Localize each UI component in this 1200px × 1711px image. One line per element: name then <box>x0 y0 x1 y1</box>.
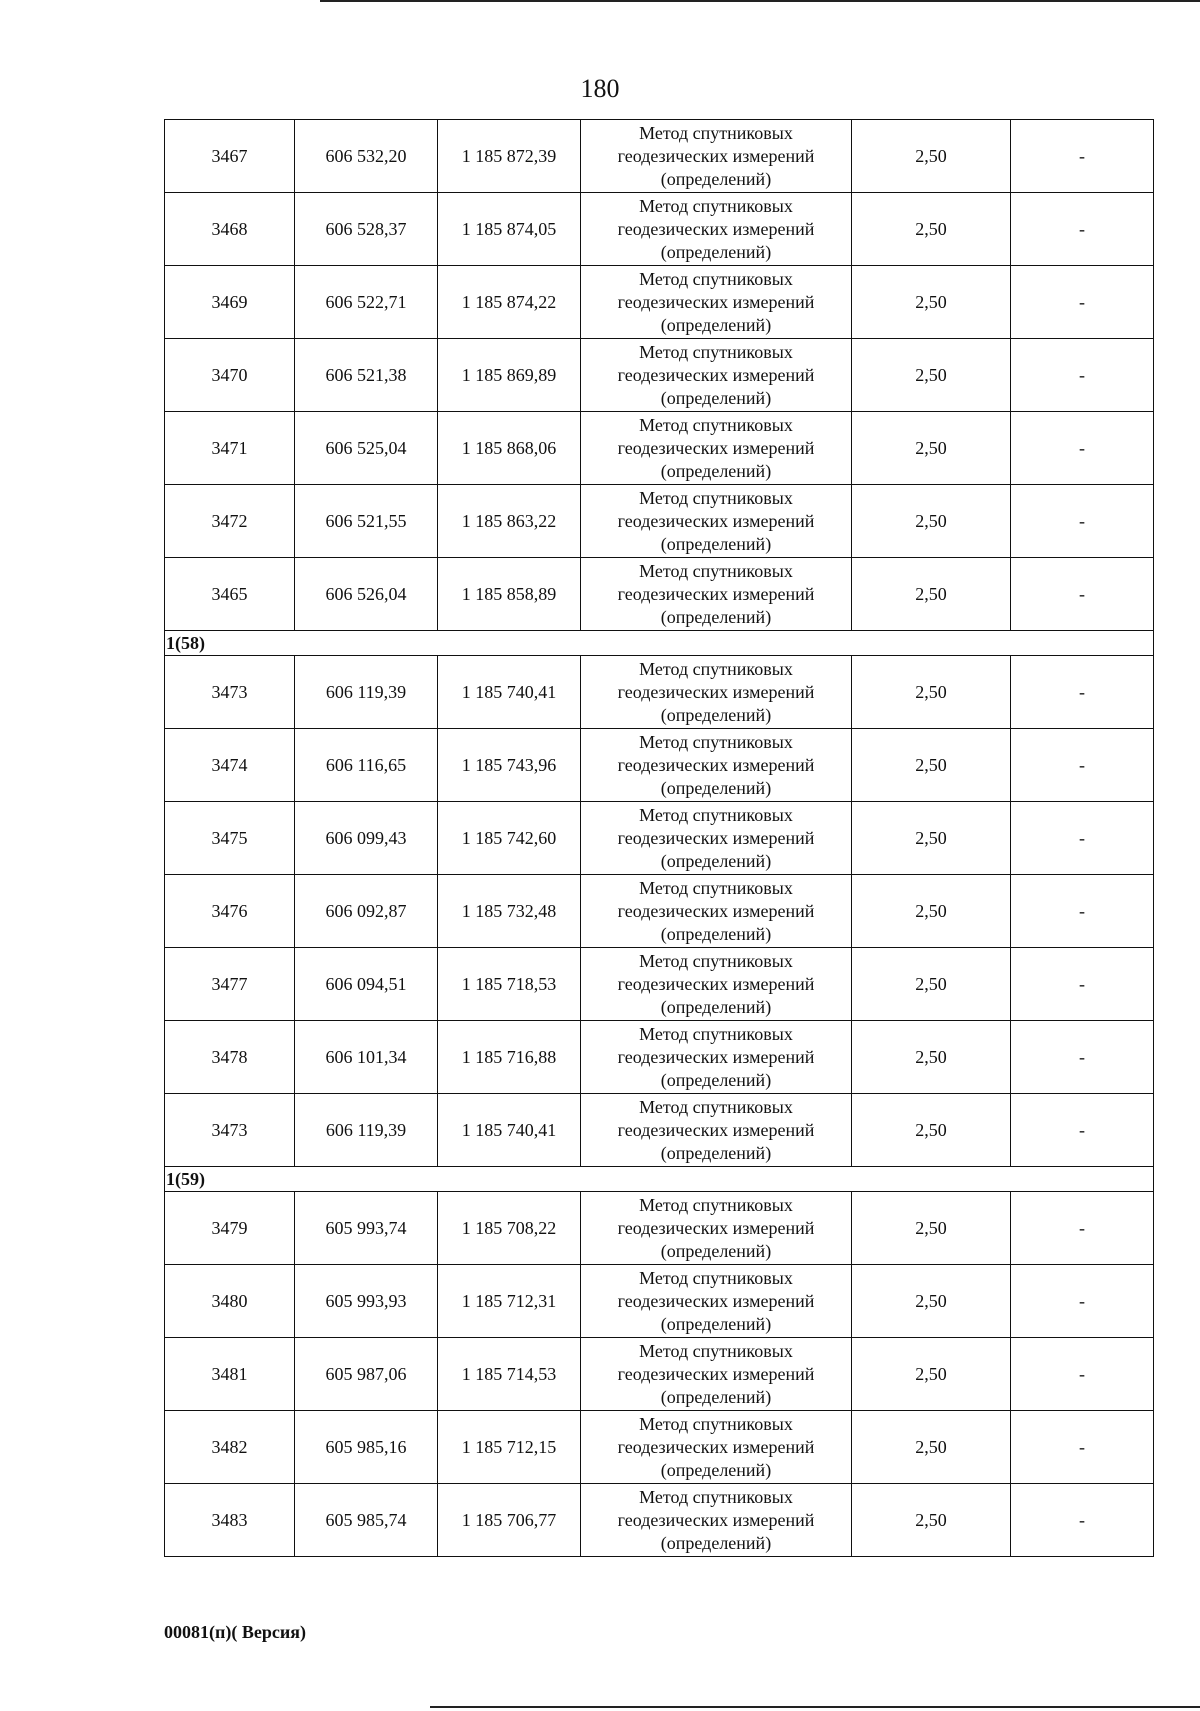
accuracy-cell: 2,50 <box>852 1484 1011 1557</box>
method-cell <box>581 729 852 802</box>
point-id-cell: 3478 <box>165 1021 295 1094</box>
accuracy-cell: 2,50 <box>852 485 1011 558</box>
y-coordinate-cell: 1 185 716,88 <box>438 1021 581 1094</box>
method-line: (определений) <box>660 1459 772 1480</box>
method-line: (определений) <box>660 387 772 408</box>
method-line: геодезических измерений <box>617 1509 815 1530</box>
method-cell <box>581 875 852 948</box>
point-id-cell: 3476 <box>165 875 295 948</box>
note-cell: - <box>1011 1338 1154 1411</box>
table-row <box>165 1094 1154 1167</box>
method-line: Метод спутниковых <box>639 877 793 898</box>
y-coordinate-cell: 1 185 858,89 <box>438 558 581 631</box>
point-id-cell: 3481 <box>165 1338 295 1411</box>
x-coordinate-cell: 606 528,37 <box>295 193 438 266</box>
method-line: Метод спутниковых <box>639 414 793 435</box>
note-cell: - <box>1011 412 1154 485</box>
accuracy-cell: 2,50 <box>852 948 1011 1021</box>
method-line: геодезических измерений <box>617 973 815 994</box>
point-id-cell: 3468 <box>165 193 295 266</box>
method-line: геодезических измерений <box>617 291 815 312</box>
accuracy-cell: 2,50 <box>852 339 1011 412</box>
accuracy-cell: 2,50 <box>852 1338 1011 1411</box>
method-line: геодезических измерений <box>617 754 815 775</box>
table-row <box>165 656 1154 729</box>
method-line: (определений) <box>660 850 772 871</box>
method-line: геодезических измерений <box>617 1217 815 1238</box>
x-coordinate-cell: 605 987,06 <box>295 1338 438 1411</box>
method-line: Метод спутниковых <box>639 658 793 679</box>
table-row <box>165 558 1154 631</box>
table-row <box>165 729 1154 802</box>
method-line: Метод спутниковых <box>639 1096 793 1117</box>
point-id-cell: 3474 <box>165 729 295 802</box>
point-id-cell: 3479 <box>165 1192 295 1265</box>
method-line: (определений) <box>660 460 772 481</box>
y-coordinate-cell: 1 185 714,53 <box>438 1338 581 1411</box>
method-line: геодезических измерений <box>617 1363 815 1384</box>
method-line: (определений) <box>660 1069 772 1090</box>
y-coordinate-cell: 1 185 732,48 <box>438 875 581 948</box>
method-line: (определений) <box>660 1142 772 1163</box>
method-line: геодезических измерений <box>617 437 815 458</box>
accuracy-cell: 2,50 <box>852 1021 1011 1094</box>
method-cell <box>581 1265 852 1338</box>
note-cell: - <box>1011 1265 1154 1338</box>
footer-version: 00081(п)( Версия) <box>164 1622 306 1642</box>
x-coordinate-cell: 606 094,51 <box>295 948 438 1021</box>
accuracy-cell: 2,50 <box>852 266 1011 339</box>
method-cell <box>581 266 852 339</box>
y-coordinate-cell: 1 185 740,41 <box>438 656 581 729</box>
accuracy-cell: 2,50 <box>852 1411 1011 1484</box>
note-cell: - <box>1011 948 1154 1021</box>
y-coordinate-cell: 1 185 740,41 <box>438 1094 581 1167</box>
table-row <box>165 1192 1154 1265</box>
x-coordinate-cell: 605 993,74 <box>295 1192 438 1265</box>
group-label: 1(58) <box>165 631 1154 656</box>
table-row <box>165 485 1154 558</box>
point-id-cell: 3483 <box>165 1484 295 1557</box>
method-line: (определений) <box>660 777 772 798</box>
method-line: (определений) <box>660 1386 772 1407</box>
method-line: Метод спутниковых <box>639 268 793 289</box>
method-line: геодезических измерений <box>617 1119 815 1140</box>
note-cell: - <box>1011 120 1154 193</box>
note-cell: - <box>1011 1094 1154 1167</box>
method-cell <box>581 412 852 485</box>
method-cell <box>581 802 852 875</box>
scan-edge-top <box>320 0 1200 2</box>
method-line: Метод спутниковых <box>639 731 793 752</box>
note-cell: - <box>1011 339 1154 412</box>
method-cell <box>581 485 852 558</box>
note-cell: - <box>1011 802 1154 875</box>
method-line: (определений) <box>660 1532 772 1553</box>
x-coordinate-cell: 606 526,04 <box>295 558 438 631</box>
method-cell <box>581 1021 852 1094</box>
y-coordinate-cell: 1 185 743,96 <box>438 729 581 802</box>
method-cell <box>581 120 852 193</box>
method-line: Метод спутниковых <box>639 487 793 508</box>
table-row <box>165 948 1154 1021</box>
table-body <box>165 120 1154 1557</box>
accuracy-cell: 2,50 <box>852 558 1011 631</box>
method-cell <box>581 193 852 266</box>
table-row <box>165 266 1154 339</box>
point-id-cell: 3475 <box>165 802 295 875</box>
x-coordinate-cell: 606 119,39 <box>295 1094 438 1167</box>
method-line: Метод спутниковых <box>639 560 793 581</box>
table-row <box>165 1411 1154 1484</box>
x-coordinate-cell: 606 521,55 <box>295 485 438 558</box>
accuracy-cell: 2,50 <box>852 120 1011 193</box>
scan-edge-bottom <box>430 1706 1200 1708</box>
method-cell <box>581 1484 852 1557</box>
table-row <box>165 339 1154 412</box>
point-id-cell: 3471 <box>165 412 295 485</box>
method-line: (определений) <box>660 533 772 554</box>
table-row <box>165 875 1154 948</box>
note-cell: - <box>1011 1021 1154 1094</box>
x-coordinate-cell: 606 099,43 <box>295 802 438 875</box>
method-line: (определений) <box>660 1313 772 1334</box>
point-id-cell: 3470 <box>165 339 295 412</box>
method-line: геодезических измерений <box>617 364 815 385</box>
method-cell <box>581 339 852 412</box>
point-id-cell: 3473 <box>165 656 295 729</box>
group-header-row <box>165 1167 1154 1192</box>
method-line: геодезических измерений <box>617 583 815 604</box>
point-id-cell: 3477 <box>165 948 295 1021</box>
y-coordinate-cell: 1 185 863,22 <box>438 485 581 558</box>
method-line: (определений) <box>660 996 772 1017</box>
method-line: Метод спутниковых <box>639 1486 793 1507</box>
method-cell <box>581 558 852 631</box>
method-line: Метод спутниковых <box>639 804 793 825</box>
method-line: Метод спутниковых <box>639 1413 793 1434</box>
method-cell <box>581 1192 852 1265</box>
point-id-cell: 3482 <box>165 1411 295 1484</box>
method-line: (определений) <box>660 241 772 262</box>
x-coordinate-cell: 606 119,39 <box>295 656 438 729</box>
point-id-cell: 3467 <box>165 120 295 193</box>
table-row <box>165 1021 1154 1094</box>
note-cell: - <box>1011 729 1154 802</box>
x-coordinate-cell: 605 985,16 <box>295 1411 438 1484</box>
method-line: (определений) <box>660 606 772 627</box>
accuracy-cell: 2,50 <box>852 802 1011 875</box>
method-line: (определений) <box>660 923 772 944</box>
accuracy-cell: 2,50 <box>852 729 1011 802</box>
method-line: геодезических измерений <box>617 145 815 166</box>
method-cell <box>581 948 852 1021</box>
accuracy-cell: 2,50 <box>852 193 1011 266</box>
note-cell: - <box>1011 1484 1154 1557</box>
y-coordinate-cell: 1 185 718,53 <box>438 948 581 1021</box>
method-line: Метод спутниковых <box>639 1194 793 1215</box>
method-line: (определений) <box>660 1240 772 1261</box>
accuracy-cell: 2,50 <box>852 1192 1011 1265</box>
coordinates-table <box>164 119 1154 1557</box>
note-cell: - <box>1011 485 1154 558</box>
method-line: Метод спутниковых <box>639 195 793 216</box>
accuracy-cell: 2,50 <box>852 1094 1011 1167</box>
table-row <box>165 1265 1154 1338</box>
method-cell <box>581 1094 852 1167</box>
table-row <box>165 412 1154 485</box>
y-coordinate-cell: 1 185 706,77 <box>438 1484 581 1557</box>
point-id-cell: 3469 <box>165 266 295 339</box>
point-id-cell: 3480 <box>165 1265 295 1338</box>
note-cell: - <box>1011 266 1154 339</box>
method-line: Метод спутниковых <box>639 950 793 971</box>
method-line: геодезических измерений <box>617 681 815 702</box>
method-line: геодезических измерений <box>617 1436 815 1457</box>
group-label: 1(59) <box>165 1167 1154 1192</box>
method-cell <box>581 1338 852 1411</box>
page-number: 180 <box>580 74 620 103</box>
method-line: Метод спутниковых <box>639 1267 793 1288</box>
x-coordinate-cell: 605 985,74 <box>295 1484 438 1557</box>
x-coordinate-cell: 606 101,34 <box>295 1021 438 1094</box>
x-coordinate-cell: 605 993,93 <box>295 1265 438 1338</box>
table-row <box>165 120 1154 193</box>
x-coordinate-cell: 606 092,87 <box>295 875 438 948</box>
method-line: геодезических измерений <box>617 218 815 239</box>
method-line: Метод спутниковых <box>639 1023 793 1044</box>
x-coordinate-cell: 606 116,65 <box>295 729 438 802</box>
y-coordinate-cell: 1 185 712,31 <box>438 1265 581 1338</box>
method-line: Метод спутниковых <box>639 341 793 362</box>
note-cell: - <box>1011 1411 1154 1484</box>
x-coordinate-cell: 606 521,38 <box>295 339 438 412</box>
note-cell: - <box>1011 656 1154 729</box>
y-coordinate-cell: 1 185 712,15 <box>438 1411 581 1484</box>
x-coordinate-cell: 606 525,04 <box>295 412 438 485</box>
note-cell: - <box>1011 558 1154 631</box>
method-line: (определений) <box>660 314 772 335</box>
method-line: (определений) <box>660 168 772 189</box>
accuracy-cell: 2,50 <box>852 875 1011 948</box>
method-cell <box>581 1411 852 1484</box>
note-cell: - <box>1011 193 1154 266</box>
accuracy-cell: 2,50 <box>852 656 1011 729</box>
note-cell: - <box>1011 875 1154 948</box>
note-cell: - <box>1011 1192 1154 1265</box>
y-coordinate-cell: 1 185 868,06 <box>438 412 581 485</box>
method-line: геодезических измерений <box>617 1046 815 1067</box>
method-line: Метод спутниковых <box>639 1340 793 1361</box>
x-coordinate-cell: 606 522,71 <box>295 266 438 339</box>
method-cell <box>581 656 852 729</box>
method-line: Метод спутниковых <box>639 122 793 143</box>
method-line: (определений) <box>660 704 772 725</box>
table-row <box>165 1484 1154 1557</box>
y-coordinate-cell: 1 185 708,22 <box>438 1192 581 1265</box>
table-row <box>165 1338 1154 1411</box>
point-id-cell: 3472 <box>165 485 295 558</box>
y-coordinate-cell: 1 185 869,89 <box>438 339 581 412</box>
point-id-cell: 3465 <box>165 558 295 631</box>
y-coordinate-cell: 1 185 742,60 <box>438 802 581 875</box>
x-coordinate-cell: 606 532,20 <box>295 120 438 193</box>
table-row <box>165 802 1154 875</box>
accuracy-cell: 2,50 <box>852 1265 1011 1338</box>
method-line: геодезических измерений <box>617 510 815 531</box>
point-id-cell: 3473 <box>165 1094 295 1167</box>
method-line: геодезических измерений <box>617 827 815 848</box>
method-line: геодезических измерений <box>617 900 815 921</box>
y-coordinate-cell: 1 185 874,22 <box>438 266 581 339</box>
method-line: геодезических измерений <box>617 1290 815 1311</box>
table-row <box>165 193 1154 266</box>
y-coordinate-cell: 1 185 872,39 <box>438 120 581 193</box>
y-coordinate-cell: 1 185 874,05 <box>438 193 581 266</box>
group-header-row <box>165 631 1154 656</box>
accuracy-cell: 2,50 <box>852 412 1011 485</box>
